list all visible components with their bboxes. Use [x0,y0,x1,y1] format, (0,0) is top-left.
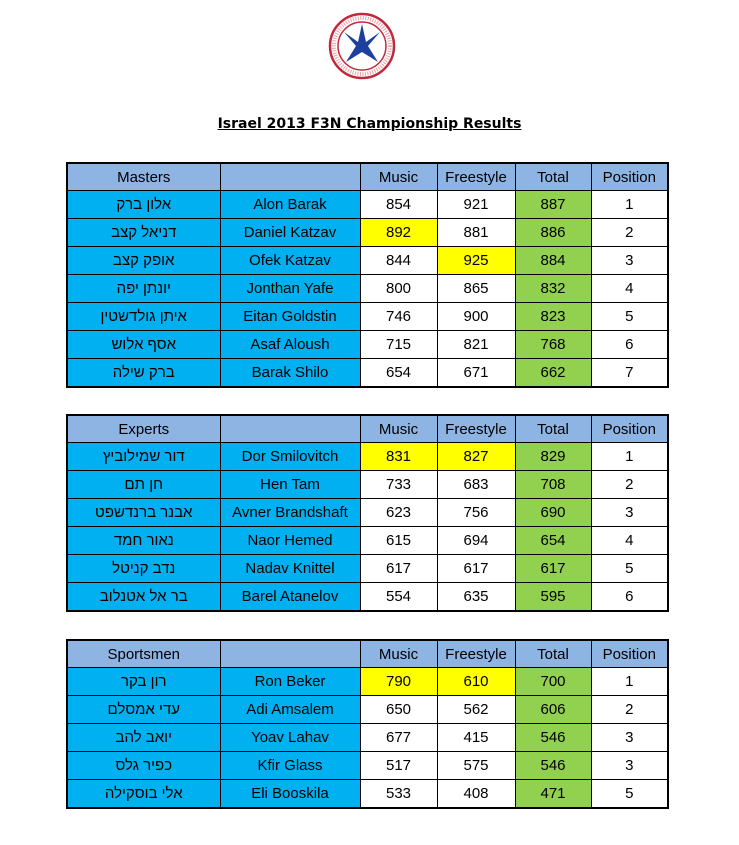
position-cell: 4 [591,275,668,303]
hebrew-name-cell: בר אל אטנלוב [67,583,220,612]
music-score-cell: 533 [360,780,437,809]
position-cell: 2 [591,219,668,247]
masters-table [66,162,669,388]
column-header-position: Position [591,415,668,443]
hebrew-name-cell: אבנר ברנדשפט [67,499,220,527]
category-label: Masters [67,163,220,191]
table-row [67,527,668,555]
hebrew-name-cell: עדי אמסלם [67,696,220,724]
freestyle-score-cell: 827 [437,443,515,471]
hebrew-name-cell: יואב להב [67,724,220,752]
pilot-name-cell: Hen Tam [220,471,360,499]
table-header-row [67,640,668,668]
table-row [67,752,668,780]
column-header-freestyle: Freestyle [437,163,515,191]
column-header-music: Music [360,163,437,191]
freestyle-score-cell: 756 [437,499,515,527]
position-cell: 1 [591,191,668,219]
position-cell: 3 [591,499,668,527]
position-cell: 2 [591,696,668,724]
total-score-cell: 546 [515,724,591,752]
table-row [67,275,668,303]
pilot-name-cell: Eitan Goldstin [220,303,360,331]
hebrew-name-cell: נדב קניטל [67,555,220,583]
header-blank-cell [220,415,360,443]
total-score-cell: 654 [515,527,591,555]
position-cell: 6 [591,331,668,359]
total-score-cell: 823 [515,303,591,331]
music-score-cell: 800 [360,275,437,303]
table-row [67,443,668,471]
column-header-position: Position [591,163,668,191]
total-score-cell: 690 [515,499,591,527]
column-header-music: Music [360,640,437,668]
experts-table [66,414,669,612]
column-header-total: Total [515,415,591,443]
pilot-name-cell: Asaf Aloush [220,331,360,359]
freestyle-score-cell: 865 [437,275,515,303]
position-cell: 1 [591,443,668,471]
music-score-cell: 746 [360,303,437,331]
music-score-cell: 650 [360,696,437,724]
table-row [67,780,668,809]
freestyle-score-cell: 562 [437,696,515,724]
table-row [67,583,668,612]
hebrew-name-cell: דניאל קצב [67,219,220,247]
music-score-cell: 623 [360,499,437,527]
total-score-cell: 617 [515,555,591,583]
music-score-cell: 844 [360,247,437,275]
table-row [67,696,668,724]
category-label: Sportsmen [67,640,220,668]
music-score-cell: 892 [360,219,437,247]
position-cell: 1 [591,668,668,696]
table-row [67,555,668,583]
pilot-name-cell: Ron Beker [220,668,360,696]
hebrew-name-cell: יונתן יפה [67,275,220,303]
pilot-name-cell: Avner Brandshaft [220,499,360,527]
position-cell: 2 [591,471,668,499]
hebrew-name-cell: ברק שילה [67,359,220,388]
music-score-cell: 554 [360,583,437,612]
table-row [67,359,668,388]
hebrew-name-cell: אלי בוסקילה [67,780,220,809]
position-cell: 3 [591,247,668,275]
total-score-cell: 700 [515,668,591,696]
position-cell: 7 [591,359,668,388]
pilot-name-cell: Eli Booskila [220,780,360,809]
music-score-cell: 615 [360,527,437,555]
freestyle-score-cell: 415 [437,724,515,752]
freestyle-score-cell: 921 [437,191,515,219]
freestyle-score-cell: 617 [437,555,515,583]
club-emblem-icon [328,12,396,80]
column-header-freestyle: Freestyle [437,640,515,668]
position-cell: 5 [591,303,668,331]
music-score-cell: 654 [360,359,437,388]
total-score-cell: 829 [515,443,591,471]
music-score-cell: 715 [360,331,437,359]
category-label: Experts [67,415,220,443]
table-row [67,724,668,752]
freestyle-score-cell: 408 [437,780,515,809]
header-blank-cell [220,640,360,668]
freestyle-score-cell: 610 [437,668,515,696]
freestyle-score-cell: 900 [437,303,515,331]
hebrew-name-cell: רון בקר [67,668,220,696]
freestyle-score-cell: 881 [437,219,515,247]
table-row [67,219,668,247]
pilot-name-cell: Adi Amsalem [220,696,360,724]
hebrew-name-cell: חן תם [67,471,220,499]
sportsmen-table [66,639,669,809]
position-cell: 5 [591,555,668,583]
total-score-cell: 886 [515,219,591,247]
table-row [67,668,668,696]
column-header-freestyle: Freestyle [437,415,515,443]
total-score-cell: 662 [515,359,591,388]
column-header-total: Total [515,163,591,191]
pilot-name-cell: Jonthan Yafe [220,275,360,303]
header-blank-cell [220,163,360,191]
column-header-total: Total [515,640,591,668]
total-score-cell: 595 [515,583,591,612]
freestyle-score-cell: 683 [437,471,515,499]
position-cell: 6 [591,583,668,612]
hebrew-name-cell: נאור חמד [67,527,220,555]
music-score-cell: 733 [360,471,437,499]
table-row [67,471,668,499]
table-row [67,331,668,359]
total-score-cell: 768 [515,331,591,359]
pilot-name-cell: Ofek Katzav [220,247,360,275]
music-score-cell: 677 [360,724,437,752]
total-score-cell: 887 [515,191,591,219]
pilot-name-cell: Yoav Lahav [220,724,360,752]
total-score-cell: 471 [515,780,591,809]
table-row [67,499,668,527]
pilot-name-cell: Kfir Glass [220,752,360,780]
page-title: Israel 2013 F3N Championship Results [217,116,522,132]
hebrew-name-cell: איתן גולדשטין [67,303,220,331]
hebrew-name-cell: אופק קצב [67,247,220,275]
position-cell: 5 [591,780,668,809]
pilot-name-cell: Dor Smilovitch [220,443,360,471]
hebrew-name-cell: אסף אלוש [67,331,220,359]
pilot-name-cell: Naor Hemed [220,527,360,555]
position-cell: 3 [591,724,668,752]
freestyle-score-cell: 821 [437,331,515,359]
music-score-cell: 790 [360,668,437,696]
table-row [67,247,668,275]
freestyle-score-cell: 635 [437,583,515,612]
column-header-music: Music [360,415,437,443]
music-score-cell: 854 [360,191,437,219]
total-score-cell: 606 [515,696,591,724]
total-score-cell: 708 [515,471,591,499]
total-score-cell: 546 [515,752,591,780]
hebrew-name-cell: דור שמילוביץ [67,443,220,471]
table-header-row [67,415,668,443]
pilot-name-cell: Barak Shilo [220,359,360,388]
total-score-cell: 832 [515,275,591,303]
freestyle-score-cell: 671 [437,359,515,388]
table-row [67,191,668,219]
position-cell: 4 [591,527,668,555]
pilot-name-cell: Barel Atanelov [220,583,360,612]
table-header-row [67,163,668,191]
music-score-cell: 831 [360,443,437,471]
music-score-cell: 517 [360,752,437,780]
freestyle-score-cell: 694 [437,527,515,555]
freestyle-score-cell: 925 [437,247,515,275]
position-cell: 3 [591,752,668,780]
pilot-name-cell: Nadav Knittel [220,555,360,583]
table-row [67,303,668,331]
hebrew-name-cell: כפיר גלס [67,752,220,780]
pilot-name-cell: Alon Barak [220,191,360,219]
music-score-cell: 617 [360,555,437,583]
pilot-name-cell: Daniel Katzav [220,219,360,247]
freestyle-score-cell: 575 [437,752,515,780]
hebrew-name-cell: אלון ברק [67,191,220,219]
column-header-position: Position [591,640,668,668]
total-score-cell: 884 [515,247,591,275]
